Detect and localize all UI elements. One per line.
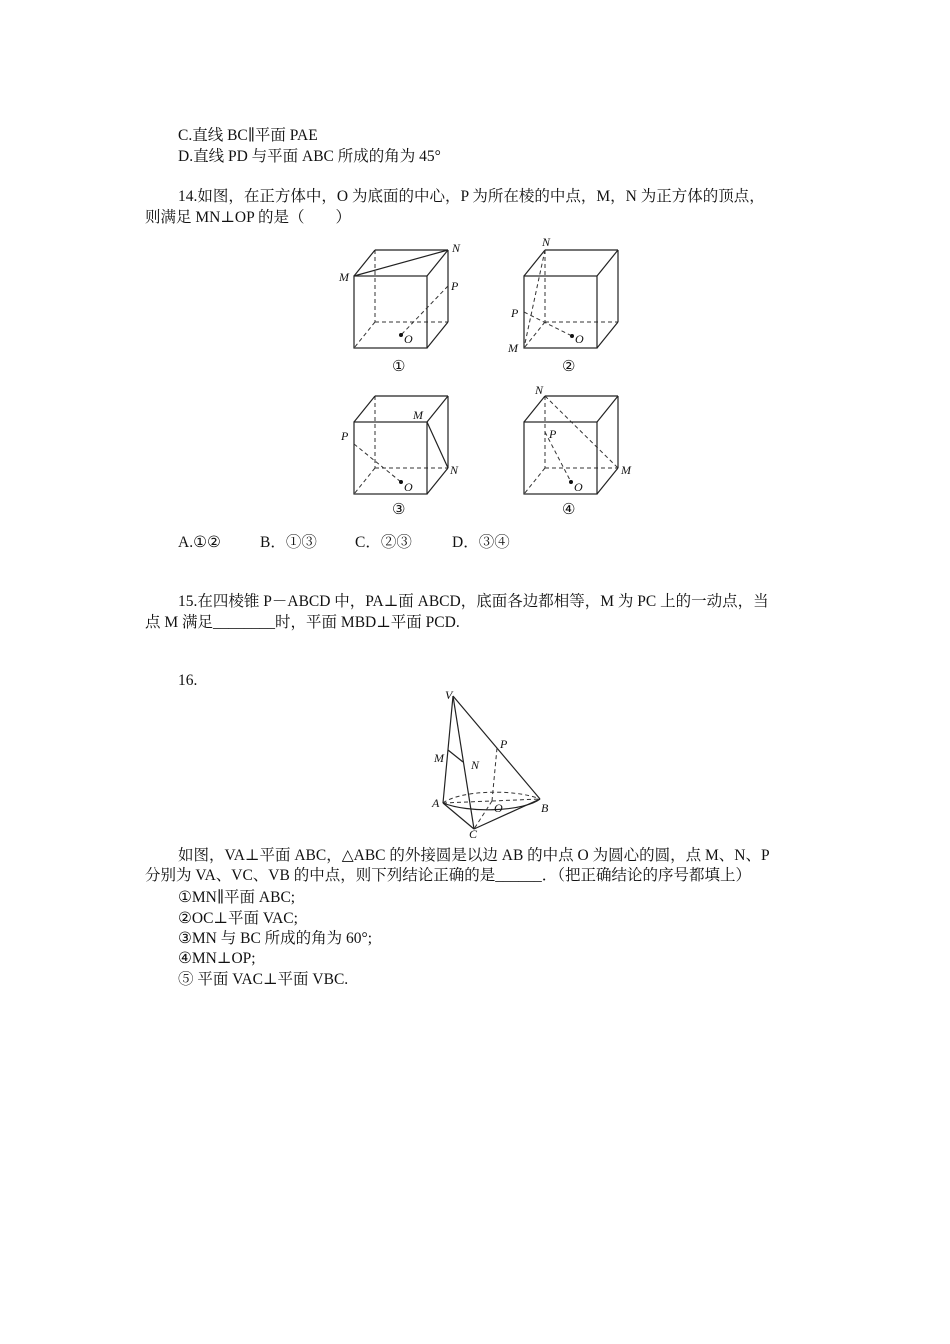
q16-line2: 分别为 VA、VC、VB 的中点，则下列结论正确的是______．（把正确结论的序号都填上）: [145, 867, 751, 884]
label-O: O: [404, 480, 413, 494]
q14-stem-line1: 14.如图，在正方体中，O 为底面的中心，P 为所在棱的中点，M，N 为正方体的顶点，: [178, 188, 765, 205]
q14-option-d: D．③④: [452, 534, 510, 551]
label-C: C: [469, 827, 478, 838]
label-O: O: [575, 332, 584, 346]
label-P: P: [500, 737, 508, 751]
q16-item-1: ①MN∥平面 ABC;: [178, 889, 296, 906]
q16-item-2: ②OC⊥平面 VAC;: [178, 910, 298, 927]
q13-option-c: C.直线 BC∥平面 PAE: [178, 127, 318, 144]
figure-caption-1: ①: [392, 359, 406, 375]
label-O: O: [574, 480, 583, 494]
label-N: N: [542, 236, 551, 249]
cube-figure-1: [330, 236, 480, 378]
label-P: P: [341, 429, 349, 443]
q14-option-c: C．②③: [355, 534, 412, 551]
label-O: O: [404, 332, 413, 346]
figure-caption-2: ②: [562, 359, 576, 375]
label-V: V: [445, 688, 453, 702]
q16-item-4: ④MN⊥OP;: [178, 950, 256, 967]
label-A: A: [432, 796, 440, 810]
label-M: M: [508, 341, 518, 355]
label-N: N: [535, 383, 544, 397]
q14-option-a: A.①②: [178, 534, 221, 551]
label-M: M: [339, 270, 349, 284]
figure-caption-4: ④: [562, 502, 576, 518]
label-P: P: [451, 279, 459, 293]
cube-figure-4: [500, 382, 650, 524]
q14-option-b: B．①③: [260, 534, 317, 551]
label-O: O: [494, 801, 503, 815]
q16-item-5: ⑤ 平面 VAC⊥平面 VBC.: [178, 971, 349, 988]
label-N: N: [450, 463, 459, 477]
label-M: M: [413, 408, 423, 422]
label-P: P: [511, 306, 519, 320]
q16-number: 16.: [178, 672, 198, 689]
q15-line1: 15.在四棱锥 P－ABCD 中，PA⊥面 ABCD，底面各边都相等，M 为 PC 上的一动点，当: [178, 593, 769, 610]
label-B: B: [541, 801, 549, 815]
cone-figure: [425, 686, 555, 838]
label-M: M: [621, 463, 631, 477]
label-P: P: [549, 427, 557, 441]
figure-caption-3: ③: [392, 502, 406, 518]
q15-line2: 点 M 满足________时，平面 MBD⊥平面 PCD.: [145, 614, 460, 631]
label-N: N: [471, 758, 480, 772]
q14-stem-line2: 则满足 MN⊥OP 的是（ ）: [145, 209, 352, 226]
label-N: N: [452, 241, 461, 255]
q16-line1: 如图，VA⊥平面 ABC，△ABC 的外接圆是以边 AB 的中点 O 为圆心的圆，点 M、N、P: [178, 847, 770, 864]
q13-option-d: D.直线 PD 与平面 ABC 所成的角为 45°: [178, 148, 441, 165]
cube-figure-2: [500, 236, 650, 378]
q16-item-3: ③MN 与 BC 所成的角为 60°;: [178, 930, 373, 947]
cube-figure-3: [330, 382, 480, 524]
label-M: M: [434, 751, 444, 765]
